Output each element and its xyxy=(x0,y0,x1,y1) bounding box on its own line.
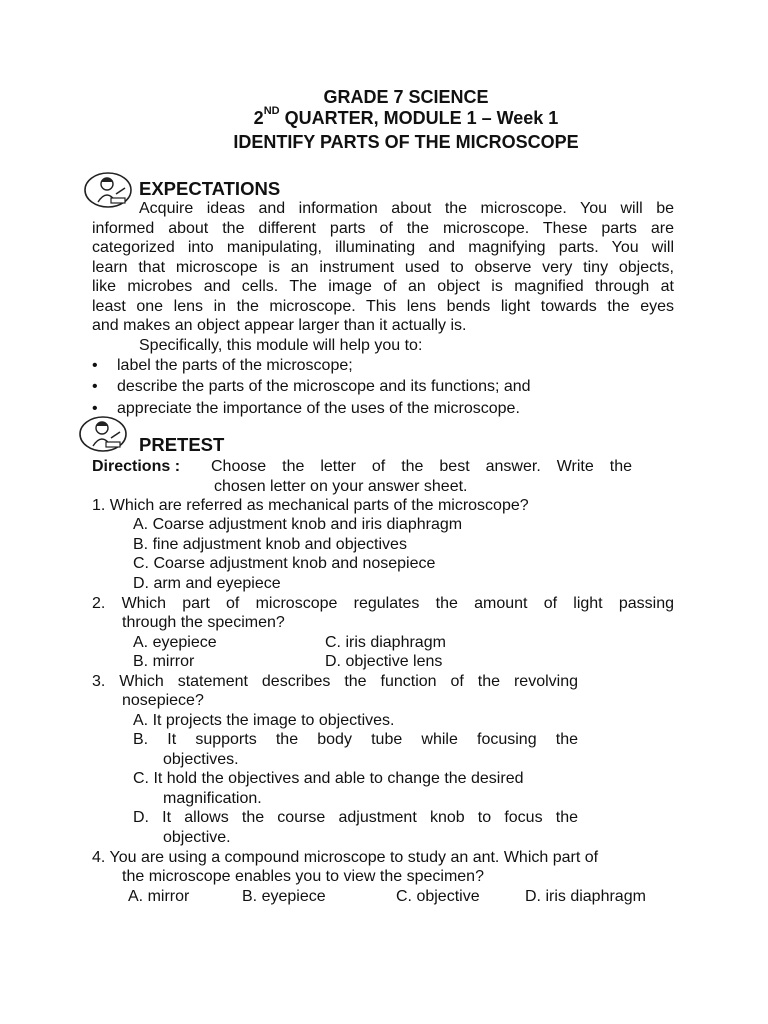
question-3-stem-2: nosepiece? xyxy=(122,692,204,709)
expectations-line-5: like microbes and cells. The image of an object is magnified through at xyxy=(92,278,674,295)
question-3-option-d-1: D. It allows the course adjustment knob to focus the xyxy=(133,809,578,826)
question-3-option-b-1: B. It supports the body tube while focusing the xyxy=(133,731,578,748)
directions-label: Directions : xyxy=(92,458,181,475)
bullet-item: appreciate the importance of the uses of the microscope. xyxy=(117,400,520,417)
bullet-marker: • xyxy=(92,357,98,374)
question-4-stem-2: the microscope enables you to view the specimen? xyxy=(122,868,484,885)
expectations-heading: EXPECTATIONS xyxy=(139,178,281,199)
question-2-stem-2: through the specimen? xyxy=(122,614,285,631)
question-4-option-a: A. mirror xyxy=(128,888,190,905)
quarter-ordinal: ND xyxy=(263,105,280,117)
student-writing-icon xyxy=(78,414,128,454)
question-1-stem: 1. Which are referred as mechanical parts of the microscope? xyxy=(92,497,529,514)
question-1-option-b: B. fine adjustment knob and objectives xyxy=(133,536,407,553)
bullet-item: describe the parts of the microscope and its functions; and xyxy=(117,378,531,395)
quarter-rest: QUARTER, MODULE 1 – Week 1 xyxy=(279,108,559,128)
question-1-option-c: C. Coarse adjustment knob and nosepiece xyxy=(133,555,436,572)
module-title-topic: IDENTIFY PARTS OF THE MICROSCOPE xyxy=(233,132,579,152)
expectations-line-3: categorized into manipulating, illuminating and magnifying parts. You will xyxy=(92,239,674,256)
module-title-grade: GRADE 7 SCIENCE xyxy=(323,87,489,107)
directions-text-2: chosen letter on your answer sheet. xyxy=(214,478,468,495)
question-4-option-c: C. objective xyxy=(396,888,480,905)
question-1-option-d: D. arm and eyepiece xyxy=(133,575,281,592)
question-2-option-b: B. mirror xyxy=(133,653,195,670)
directions-text-1: Choose the letter of the best answer. Write the xyxy=(211,458,632,475)
student-writing-icon xyxy=(83,170,133,210)
quarter-number: 2 xyxy=(253,108,264,128)
bullet-item: label the parts of the microscope; xyxy=(117,357,353,374)
question-3-option-d-2: objective. xyxy=(163,829,231,846)
expectations-line-2: informed about the different parts of the microscope. These parts are xyxy=(92,220,674,237)
question-2-option-d: D. objective lens xyxy=(325,653,443,670)
question-4-option-b: B. eyepiece xyxy=(242,888,326,905)
module-title-quarter xyxy=(0,105,768,129)
question-2-option-c: C. iris diaphragm xyxy=(325,634,446,651)
question-4-stem-1: 4. You are using a compound microscope to study an ant. Which part of xyxy=(92,849,599,866)
expectations-line-7: and makes an object appear larger than it actually is. xyxy=(92,317,467,334)
question-1-option-a: A. Coarse adjustment knob and iris diaphragm xyxy=(133,516,463,533)
expectations-line-6: least one lens in the microscope. This lens bends light towards the eyes xyxy=(92,298,674,315)
expectations-line-4: learn that microscope is an instrument used to observe very tiny objects, xyxy=(92,259,674,276)
question-3-option-a: A. It projects the image to objectives. xyxy=(133,712,395,729)
question-4-option-d: D. iris diaphragm xyxy=(525,888,646,905)
question-3-stem-1: 3. Which statement describes the function of the revolving xyxy=(92,673,578,690)
pretest-heading: PRETEST xyxy=(139,434,225,455)
question-3-option-c-1: C. It hold the objectives and able to change the desired xyxy=(133,770,524,787)
question-2-stem-1: 2. Which part of microscope regulates the amount of light passing xyxy=(92,595,674,612)
question-2-option-a: A. eyepiece xyxy=(133,634,217,651)
bullet-marker: • xyxy=(92,400,98,417)
expectations-specifically: Specifically, this module will help you to: xyxy=(139,337,423,354)
question-3-option-c-2: magnification. xyxy=(163,790,262,807)
expectations-line-1: Acquire ideas and information about the microscope. You will be xyxy=(139,200,674,217)
question-3-option-b-2: objectives. xyxy=(163,751,239,768)
bullet-marker: • xyxy=(92,378,98,395)
